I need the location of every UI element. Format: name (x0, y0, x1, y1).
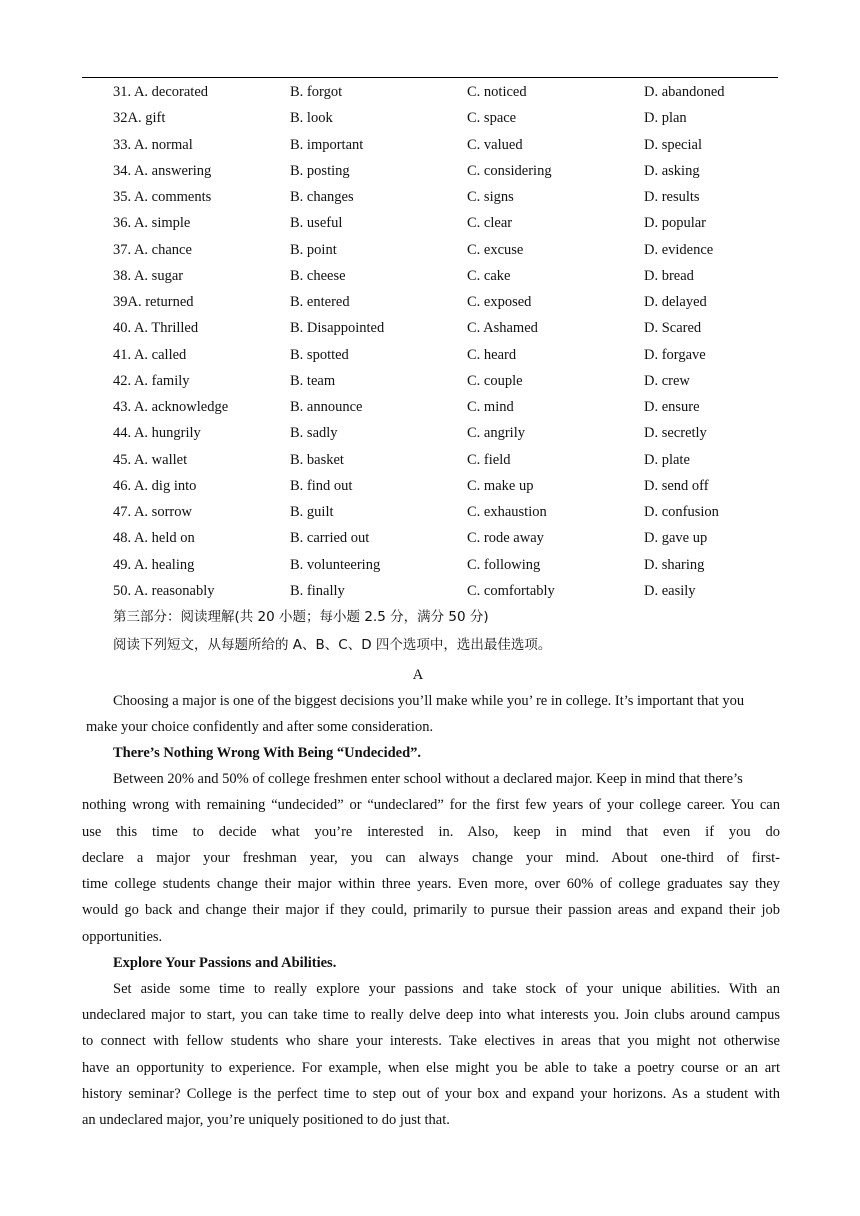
option-a: 50. A. reasonably (113, 582, 215, 599)
option-c: C. space (467, 110, 517, 127)
option-d: D. crew (644, 372, 690, 389)
cloze-options-list (0, 81, 860, 606)
question-row-46 (0, 475, 860, 501)
question-row-48 (0, 527, 860, 553)
option-a: 36. A. simple (113, 215, 191, 232)
option-d: D. ensure (644, 399, 700, 415)
question-row-31 (0, 81, 860, 107)
option-b: B. forgot (290, 84, 343, 100)
option-b: B. look (290, 110, 333, 127)
section-instruction: 阅读下列短文，从每题所给的 A、B、C、D 四个选项中，选出最佳选项。 (113, 637, 552, 653)
question-row-43 (0, 396, 860, 422)
option-d: D. plan (644, 110, 687, 127)
paragraph-line: declare a major your freshman year, you can always change your mind. About one-third of first- (82, 850, 780, 866)
option-b: B. team (290, 372, 336, 389)
option-b: B. useful (290, 215, 343, 232)
question-row-33 (0, 134, 860, 160)
option-b: B. guilt (290, 504, 334, 520)
option-d: D. secretly (644, 425, 707, 442)
option-c: C. comfortably (467, 582, 555, 599)
option-c: C. following (467, 556, 541, 573)
option-b: B. find out (290, 477, 353, 494)
option-a: 34. A. answering (113, 162, 212, 179)
option-c: C. heard (467, 346, 517, 363)
option-b: B. important (290, 136, 364, 153)
question-row-39 (0, 291, 860, 317)
paragraph-line: to connect with fellow students who share your interests. Take electives in areas that you might not otherwise (82, 1033, 780, 1049)
option-d: D. bread (644, 267, 694, 284)
question-row-41 (0, 344, 860, 370)
option-d: D. results (644, 189, 700, 205)
option-c: C. angrily (467, 425, 525, 442)
option-c: C. cake (467, 267, 511, 284)
subheading-explore: Explore Your Passions and Abilities. (113, 955, 337, 971)
question-row-49 (0, 554, 860, 580)
option-a: 42. A. family (113, 372, 190, 389)
option-d: D. plate (644, 451, 690, 468)
paragraph-line: an undeclared major, you’re uniquely positioned to do just that. (82, 1112, 450, 1128)
option-c: C. make up (467, 477, 534, 494)
question-row-45 (0, 449, 860, 475)
option-d: D. popular (644, 215, 707, 232)
paragraph-line: Between 20% and 50% of college freshmen enter school without a declared major. Keep in mind that there’s (113, 771, 743, 787)
option-c: C. noticed (467, 84, 527, 100)
option-c: C. exhaustion (467, 504, 547, 520)
intro-line: make your choice confidently and after some consideration. (86, 719, 434, 735)
option-a: 46. A. dig into (113, 477, 197, 494)
paragraph-line: time college students change their major within three years. Even more, over 60% of college graduates say they (82, 876, 780, 892)
option-a: 38. A. sugar (113, 267, 184, 284)
option-c: C. mind (467, 399, 514, 415)
option-d: D. forgave (644, 346, 706, 363)
option-a: 40. A. Thrilled (113, 320, 199, 337)
option-d: D. gave up (644, 530, 708, 547)
question-row-38 (0, 265, 860, 291)
option-d: D. asking (644, 162, 700, 179)
option-b: B. changes (290, 189, 354, 205)
section-heading: 第三部分：阅读理解(共 20 小题；每小题 2.5 分，满分 50 分) (113, 609, 489, 625)
option-b: B. spotted (290, 346, 349, 363)
option-c: C. Ashamed (467, 320, 538, 337)
option-b: B. volunteering (290, 556, 381, 573)
option-d: D. send off (644, 477, 709, 494)
option-a: 48. A. held on (113, 530, 195, 547)
passage-label: A (412, 667, 424, 683)
option-a: 35. A. comments (113, 189, 212, 205)
question-row-50 (0, 580, 860, 606)
option-a: 45. A. wallet (113, 451, 188, 468)
option-c: C. exposed (467, 294, 532, 310)
question-row-34 (0, 160, 860, 186)
option-b: B. cheese (290, 267, 346, 284)
option-b: B. sadly (290, 425, 338, 442)
option-b: B. entered (290, 294, 350, 310)
question-row-35 (0, 186, 860, 212)
option-d: D. confusion (644, 504, 719, 520)
option-c: C. clear (467, 215, 513, 232)
paragraph-line: Set aside some time to really explore your passions and take stock of your unique abilities. With an (113, 981, 780, 997)
option-b: B. Disappointed (290, 320, 385, 337)
option-d: D. easily (644, 582, 696, 599)
top-divider (82, 77, 778, 78)
paragraph-line: history seminar? College is the perfect time to step out of your box and expand your horizons. As a student with (82, 1086, 780, 1102)
option-b: B. basket (290, 451, 344, 468)
option-a: 44. A. hungrily (113, 425, 201, 442)
paragraph-line: use this time to decide what you’re interested in. Also, keep in mind that even if you do (82, 824, 780, 840)
question-row-32 (0, 107, 860, 133)
paragraph-line: would go back and change their major if they could, primarily to pursue their passion areas and expand their job (82, 902, 780, 918)
option-b: B. point (290, 241, 337, 258)
option-c: C. couple (467, 372, 523, 389)
option-d: D. special (644, 136, 702, 153)
option-d: D. evidence (644, 241, 714, 258)
option-a: 32A. gift (113, 110, 166, 127)
option-a: 41. A. called (113, 346, 187, 363)
question-row-40 (0, 317, 860, 343)
paragraph-line: have an opportunity to experience. For example, when else might you be able to take a poetry course or an art (82, 1060, 780, 1076)
option-c: C. considering (467, 162, 552, 179)
option-b: B. posting (290, 162, 350, 179)
option-a: 43. A. acknowledge (113, 399, 229, 415)
option-b: B. carried out (290, 530, 370, 547)
option-a: 49. A. healing (113, 556, 195, 573)
option-c: C. signs (467, 189, 514, 205)
option-c: C. valued (467, 136, 523, 153)
option-a: 33. A. normal (113, 136, 193, 153)
option-a: 39A. returned (113, 294, 194, 310)
option-b: B. finally (290, 582, 345, 599)
question-row-36 (0, 212, 860, 238)
option-c: C. rode away (467, 530, 544, 547)
option-b: B. announce (290, 399, 363, 415)
question-row-47 (0, 501, 860, 527)
paragraph-line: nothing wrong with remaining “undecided” or “undeclared” for the first few years of your college career. You can (82, 797, 780, 813)
option-d: D. sharing (644, 556, 705, 573)
paragraph-line: opportunities. (82, 929, 163, 945)
question-row-37 (0, 239, 860, 265)
question-row-42 (0, 370, 860, 396)
option-d: D. Scared (644, 320, 702, 337)
paragraph-line: undeclared major to start, you can take time to really delve deep into what interests you. Join clubs around campus (82, 1007, 780, 1023)
question-row-44 (0, 422, 860, 448)
intro-line: Choosing a major is one of the biggest decisions you’ll make while you’ re in college. It’s important that you (113, 693, 745, 709)
option-a: 31. A. decorated (113, 84, 209, 100)
option-a: 47. A. sorrow (113, 504, 192, 520)
option-d: D. delayed (644, 294, 707, 310)
subheading-undecided: There’s Nothing Wrong With Being “Undecided”. (113, 745, 422, 761)
option-a: 37. A. chance (113, 241, 192, 258)
option-c: C. excuse (467, 241, 524, 258)
option-c: C. field (467, 451, 511, 468)
option-d: D. abandoned (644, 84, 725, 100)
